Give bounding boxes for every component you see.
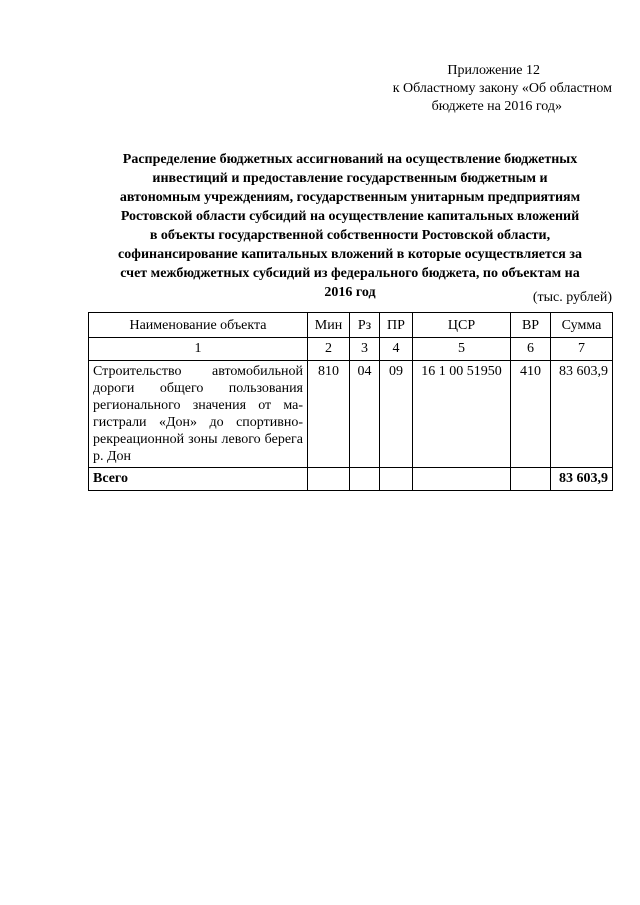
total-label: Всего <box>89 468 308 491</box>
units-label: (тыс. рублей) <box>532 290 612 305</box>
title-line: счет межбюджетных субсидий из федерального бюджета, по объектам на <box>120 266 580 281</box>
column-number: 4 <box>380 338 413 361</box>
title-line: софинансирование капитальных вложений в которые осуществляется за <box>118 247 582 262</box>
header-object-name: Наименование объекта <box>89 313 308 338</box>
title-line: 2016 год <box>324 285 376 300</box>
header-amount: Сумма <box>551 313 613 338</box>
title-line: Распределение бюджетных ассигнований на осуществление бюджетных <box>122 152 578 167</box>
header-ministry: Мин <box>308 313 350 338</box>
ministry-cell: 810 <box>308 361 350 468</box>
expense-type-cell: 410 <box>511 361 551 468</box>
header-target-article: ЦСР <box>413 313 511 338</box>
object-name-cell: Строительство автомобильной дороги общего пользования регионального значения от магистрали «Дон» до спортивно-рекреационной зоны левого берега р. Дон <box>89 361 308 468</box>
empty-cell <box>380 468 413 491</box>
amount-cell: 83 603,9 <box>551 361 613 468</box>
header-subsection: ПР <box>380 313 413 338</box>
title-line: Ростовской области субсидий на осуществление капитальных вложений <box>120 209 580 224</box>
total-row <box>89 468 613 491</box>
table-row <box>89 361 613 468</box>
title-line: инвестиций и предоставление государственным бюджетным и <box>152 171 548 186</box>
column-number: 1 <box>89 338 308 361</box>
appendix-law-reference: к Областному закону «Об областном <box>392 81 612 96</box>
column-numbers-row <box>89 338 613 361</box>
column-number: 7 <box>551 338 613 361</box>
section-cell: 04 <box>350 361 380 468</box>
appendix-number: Приложение 12 <box>447 63 540 78</box>
column-number: 5 <box>413 338 511 361</box>
target-article-cell: 16 1 00 51950 <box>413 361 511 468</box>
column-number: 6 <box>511 338 551 361</box>
column-number: 2 <box>308 338 350 361</box>
subsection-cell: 09 <box>380 361 413 468</box>
empty-cell <box>511 468 551 491</box>
total-amount: 83 603,9 <box>551 468 613 491</box>
header-section: Рз <box>350 313 380 338</box>
column-number: 3 <box>350 338 380 361</box>
empty-cell <box>350 468 380 491</box>
title-line: автономным учреждениям, государственным унитарным предприятиям <box>119 190 581 205</box>
table-header-row <box>89 313 613 338</box>
empty-cell <box>413 468 511 491</box>
appendix-header <box>340 62 612 116</box>
empty-cell <box>308 468 350 491</box>
header-expense-type: ВР <box>511 313 551 338</box>
document-title <box>88 150 612 302</box>
budget-table <box>88 312 613 491</box>
title-line: в объекты государственной собственности Ростовской области, <box>149 228 551 243</box>
appendix-law-name: бюджете на 2016 год» <box>431 99 562 114</box>
